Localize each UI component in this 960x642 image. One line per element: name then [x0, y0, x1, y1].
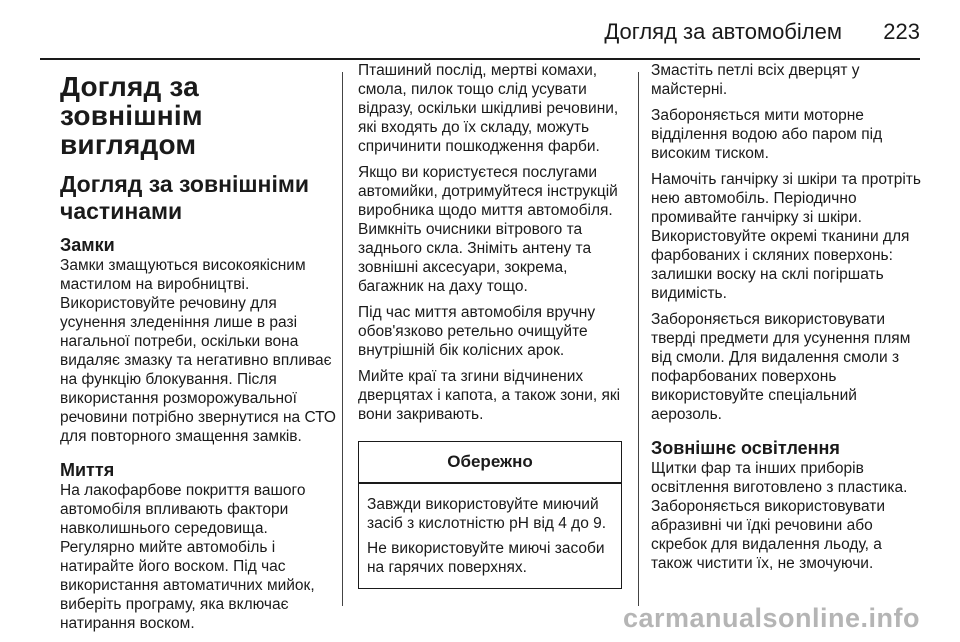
- warning-title: Обережно: [447, 452, 533, 471]
- column-3: [651, 61, 923, 573]
- lighting-heading: Зовнішнє освітлення: [651, 438, 840, 458]
- column-2: [358, 61, 622, 589]
- warning-text: Не використовуйте миючі засоби на гарячих поверхнях.: [367, 539, 605, 576]
- watermark: carmanualsonline.info: [622, 603, 920, 633]
- column-1: [60, 72, 338, 633]
- paragraph: Якщо ви користуєтеся послугами автомийки, дотримуйтеся інструкцій виробника щодо миття автомобіля. Вимкніть очисники вітрового та заднього скла. Зніміть антену та зовнішні аксесуари, зокрема, багажник на даху тощо.: [358, 164, 618, 295]
- column-divider-2: [638, 72, 639, 606]
- wash-section: [60, 460, 338, 633]
- page-number: 223: [883, 19, 920, 44]
- paragraph: Мийте краї та згини відчинених дверцятах і капота, а також зони, які вони закривають.: [358, 368, 621, 423]
- column-divider-1: [342, 72, 343, 606]
- locks-section: [60, 235, 338, 446]
- paragraph: Забороняється мити моторне відділення водою або паром під високим тиском.: [651, 107, 883, 162]
- locks-heading: Замки: [60, 235, 115, 255]
- paragraph: Намочіть ганчірку зі шкіри та протріть нею автомобіль. Періодично промивайте ганчірку зі шкіри. Використовуйте окремі тканини для фарбованих і скляних поверхонь: залишки воску на склі погіршать видимість.: [651, 171, 921, 302]
- page-header: [0, 0, 960, 60]
- sub-heading: Догляд за зовнішніми частинами: [60, 171, 309, 224]
- paragraph: Під час миття автомобіля вручну обов'язково ретельно очищуйте внутрішній бік колісних арок.: [358, 304, 596, 359]
- warning-text: Завжди використовуйте миючий засіб з кислотністю pH від 4 до 9.: [367, 495, 607, 532]
- wash-text: На лакофарбове покриття вашого автомобіля впливають фактори навколишнього середовища. Регулярно мийте автомобіль і натирайте його воском. Під час використання автоматичних мийок, виберіть програму, яка включає натирання воском.: [60, 482, 315, 632]
- paragraph: Пташиний послід, мертві комахи, смола, пилок тощо слід усувати відразу, оскільки шкідливі речовини, які входять до їх складу, можуть спричинити пошкодження фарби.: [358, 62, 619, 155]
- main-heading: Догляд за зовнішнім виглядом: [60, 71, 203, 160]
- locks-text: Замки змащуються високоякісним мастилом на виробництві. Використовуйте речовину для усунення зледеніння лише в разі нагальної потреби, оскільки вона видаляє змазку та негативно впливає на функцію блокування. Після використання розморожувальної речовини потрібно звернутися на СТО для повторного змащення замків.: [60, 257, 336, 445]
- lighting-section: [651, 438, 923, 573]
- warning-body: [359, 484, 621, 588]
- header-rule: [40, 58, 920, 60]
- running-header-title: Догляд за автомобілем: [604, 19, 842, 44]
- lighting-text: Щитки фар та інших приборів освітлення виготовлено з пластика. Забороняється використовувати абразивні чи їдкі речовини або скребок для видалення льоду, а також чистити їх, не змочуючи.: [651, 460, 908, 572]
- paragraph: Змастіть петлі всіх дверцят у майстерні.: [651, 62, 860, 98]
- warning-box: [358, 441, 622, 589]
- wash-heading: Миття: [60, 460, 115, 480]
- paragraph: Забороняється використовувати тверді предмети для усунення плям від смоли. Для видалення смоли з пофарбованих поверхонь використовуйте спеціальний аерозоль.: [651, 311, 911, 423]
